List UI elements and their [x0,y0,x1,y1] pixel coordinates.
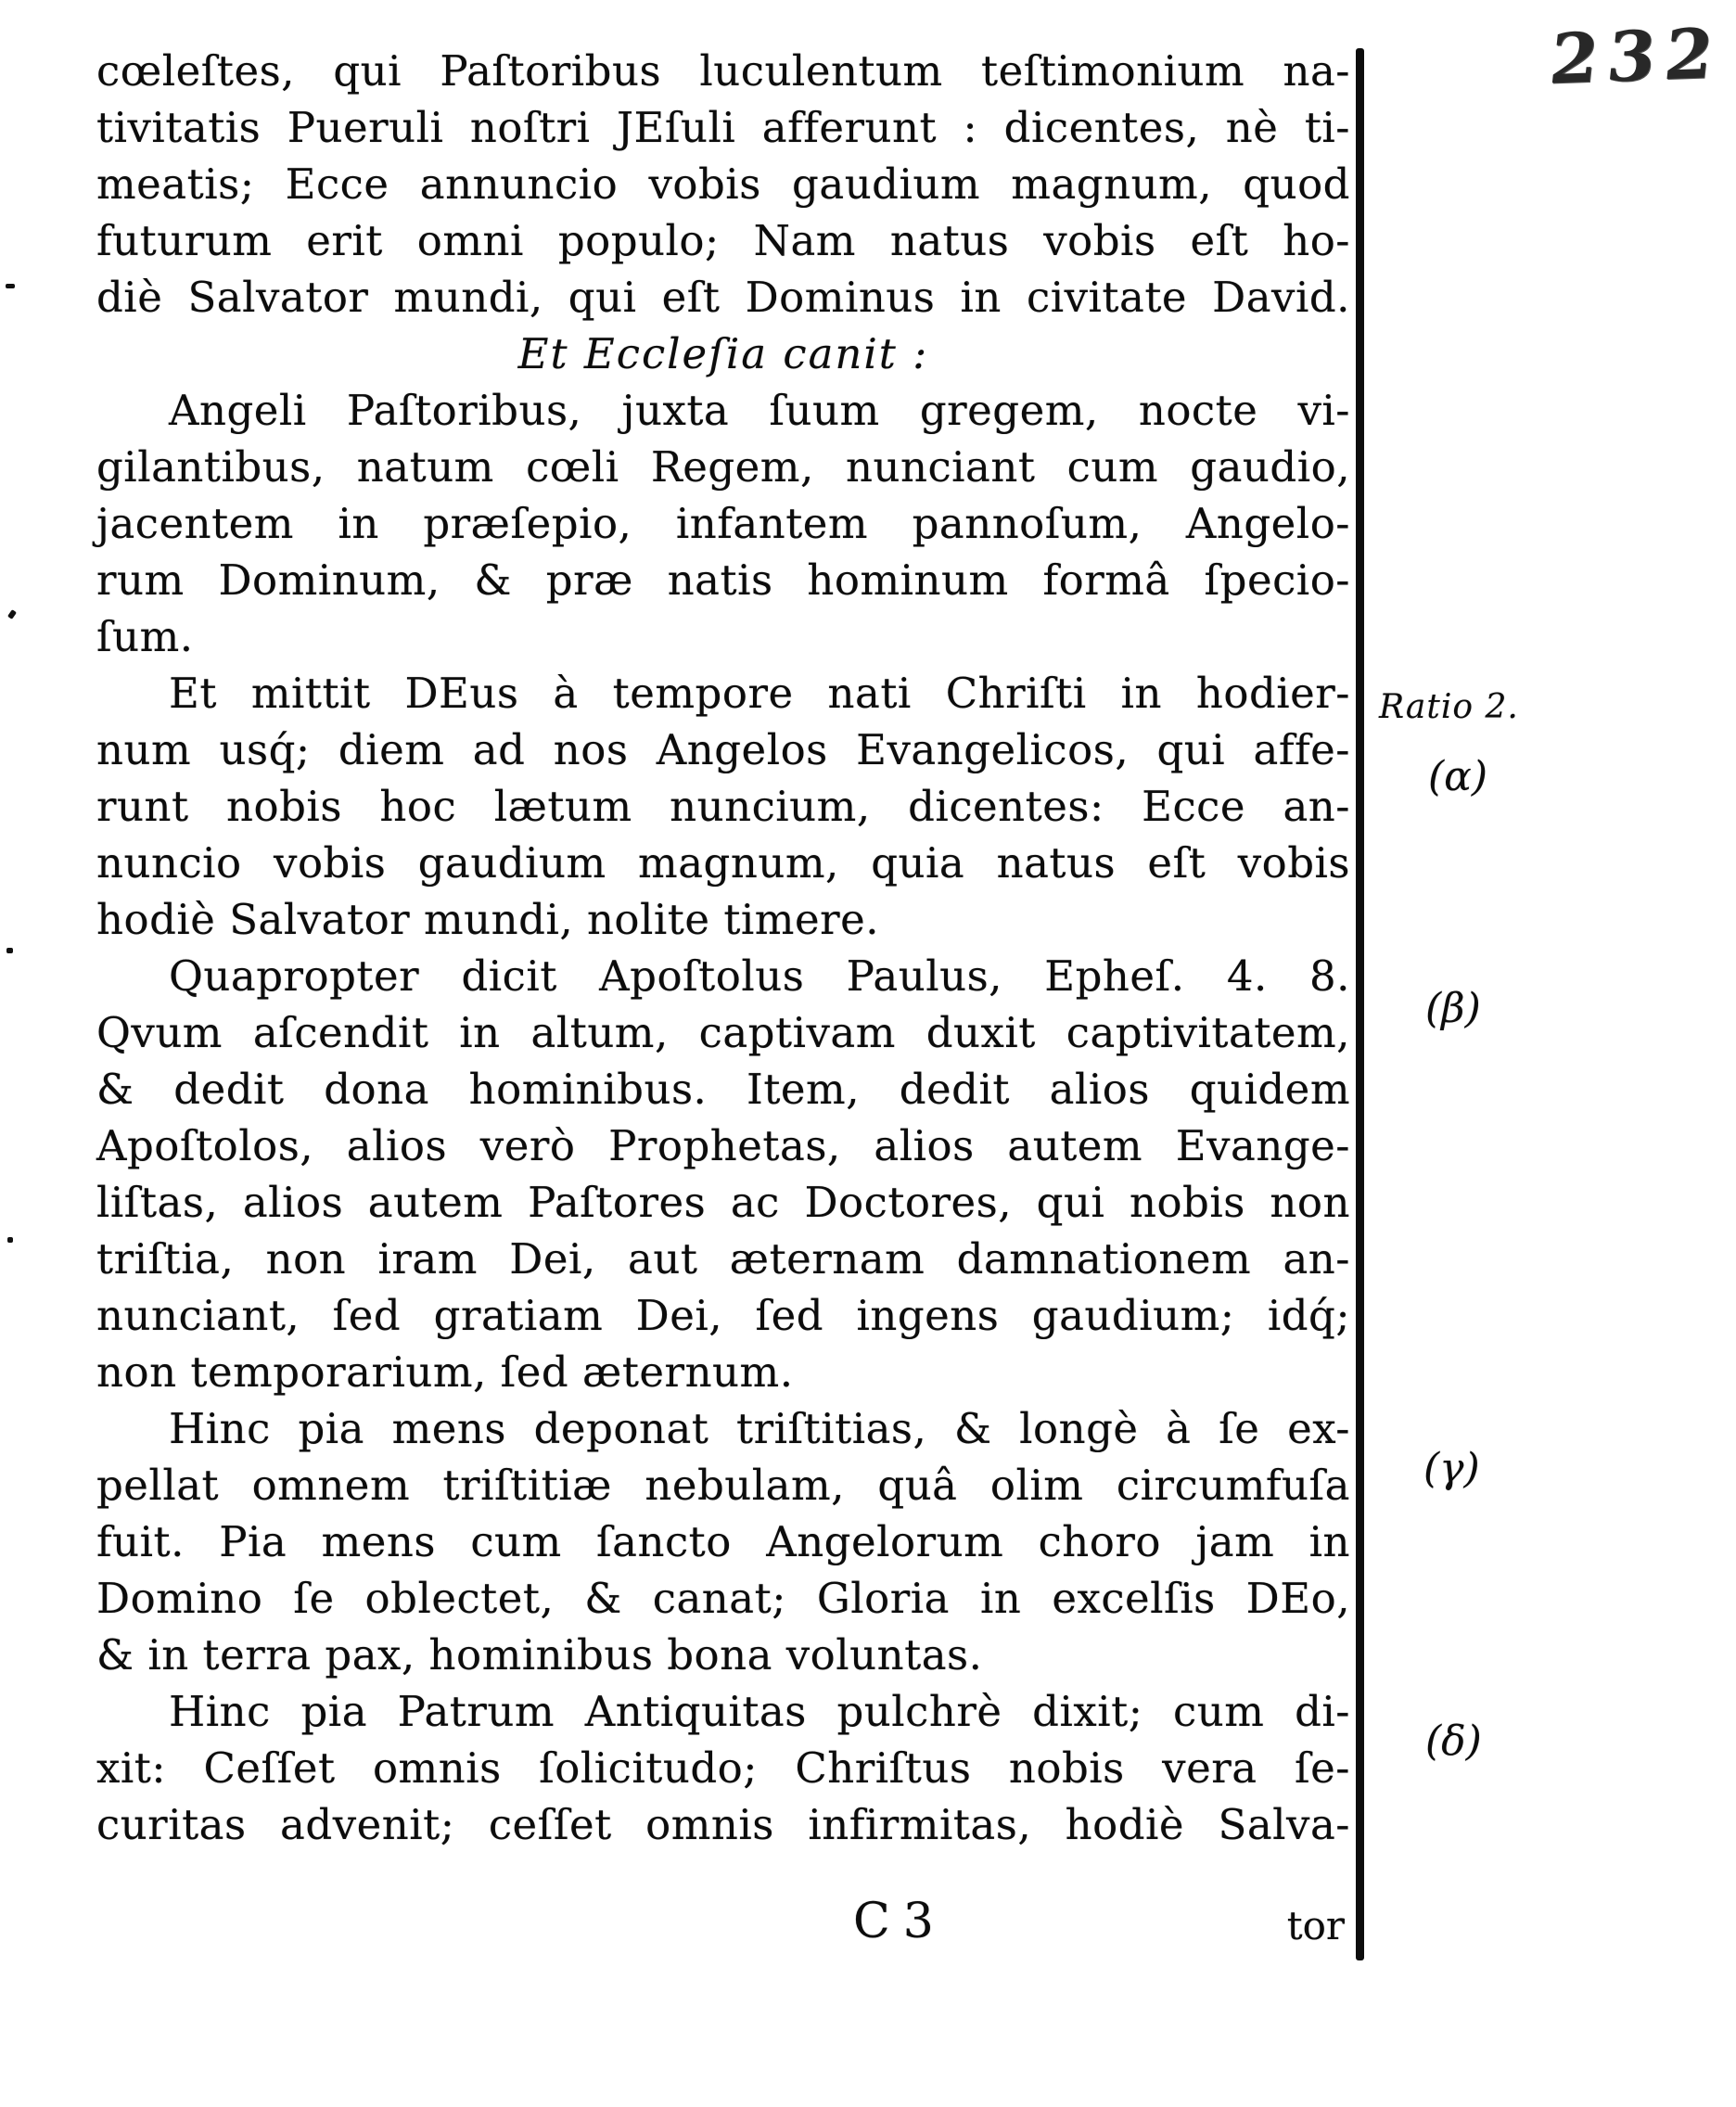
body-line: triſtia, non iram Dei, aut æternam damnationem an- [96,1234,1350,1283]
body-line: diè Salvator mundi, qui eſt Dominus in civitate David. [96,273,1350,322]
margin-note-alpha: (α) [1428,753,1488,800]
body-line: & dedit dona hominibus. Item, dedit alios quidem [96,1065,1350,1114]
body-line: Domino ſe oblectet, & canat; Gloria in excelſis DEo, [96,1574,1350,1623]
body-line: nuncio vobis gaudium magnum, quia natus eſt vobis [96,838,1350,887]
catchword: tor [1286,1903,1345,1948]
body-line: gilantibus, natum cœli Regem, nunciant cum gaudio, [96,442,1350,492]
body-line: xit: Ceſſet omnis ſolicitudo; Chriſtus nobis vera ſe- [96,1743,1350,1793]
body-line: fuit. Pia mens cum ſancto Angelorum choro jam in [96,1517,1350,1566]
ink-speck [6,284,15,288]
body-line: meatis; Ecce annuncio vobis gaudium magnum, quod [96,160,1350,209]
margin-note-delta: (δ) [1425,1718,1482,1765]
body-line: Hinc pia Patrum Antiquitas pulchrè dixit; cum di- [169,1687,1350,1736]
body-line: & in terra pax, hominibus bona voluntas. [96,1630,983,1679]
body-line: curitas advenit; ceſſet omnis infirmitas, hodiè Salva- [96,1800,1350,1849]
body-line: runt nobis hoc lætum nuncium, dicentes: Ecce an- [96,782,1350,831]
body-line: jacentem in præſepio, infantem pannoſum, Angelo- [96,499,1350,548]
main-text-block [96,43,1350,1853]
column-rule [1356,48,1364,1960]
signature-mark: C3 [853,1894,947,1949]
body-line: Apoſtolos, alios verò Prophetas, alios autem Evange- [96,1121,1350,1170]
body-line: pellat omnem triſtitiæ nebulam, quâ olim circumfuſa [96,1461,1350,1510]
body-line: cœleſtes, qui Paſtoribus luculentum teſtimonium na- [96,46,1350,96]
body-line: Hinc pia mens deponat triſtitias, & longè à ſe ex- [169,1404,1350,1453]
body-line: Quapropter dicit Apoſtolus Paulus, Epheſ. 4. 8. [169,951,1350,1001]
ink-speck [7,609,17,619]
body-line: rum Dominum, & præ natis hominum formâ ſpecio- [96,555,1350,605]
ink-speck [6,948,13,953]
body-line: Angeli Paſtoribus, juxta ſuum gregem, nocte vi- [169,386,1350,435]
margin-note-beta: (β) [1425,985,1481,1032]
body-line: nunciant, ſed gratiam Dei, ſed ingens gaudium; idq́; [96,1291,1350,1340]
ink-speck [7,1237,13,1243]
body-line: Et mittit DEus à tempore nati Chriſti in hodier- [169,669,1350,718]
body-line: non temporarium, ſed æternum. [96,1347,794,1397]
body-line: ſum. [96,612,194,661]
page-number: 232 [1546,14,1727,100]
section-heading: Et Eccleſia canit : [517,329,929,378]
body-line: num usq́; diem ad nos Angelos Evangelicos, qui affe- [96,725,1350,774]
body-line: liſtas, alios autem Paſtores ac Doctores, qui nobis non [96,1178,1350,1227]
margin-note-ratio: Ratio 2. [1379,688,1519,726]
body-line: tivitatis Pueruli noſtri JEſuli afferunt : dicentes, nè ti- [96,103,1350,152]
body-line: futurum erit omni populo; Nam natus vobis eſt ho- [96,216,1350,265]
margin-note-gamma: (γ) [1423,1445,1480,1492]
body-line: hodiè Salvator mundi, nolite timere. [96,895,880,944]
body-line: Qvum aſcendit in altum, captivam duxit captivitatem, [96,1008,1350,1057]
